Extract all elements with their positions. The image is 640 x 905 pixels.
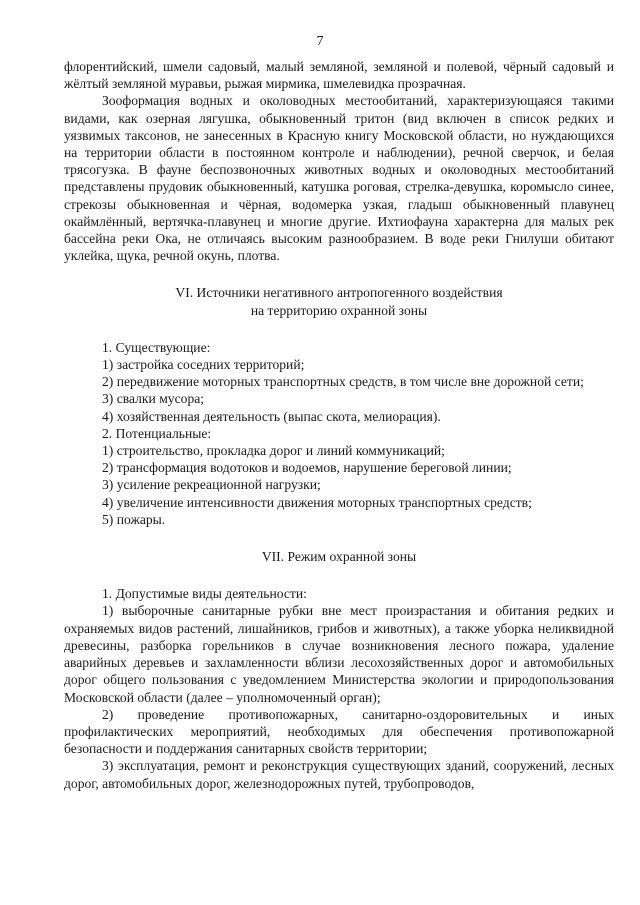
allowed-activities-heading: 1. Допустимые виды деятельности: — [102, 586, 307, 602]
list-item: 1) строительство, прокладка дорог и линий коммуникаций; — [102, 443, 445, 459]
section-7-title: VII. Режим охранной зоны — [261, 549, 417, 565]
list-item: 2) передвижение моторных транспортных средств, в том числе вне дорожной сети; — [102, 374, 584, 390]
list-item: 2) трансформация водотоков и водоемов, нарушение береговой линии; — [102, 460, 512, 476]
list-item: 2) проведение противопожарных, санитарно-оздоровительных и иных профилактических мероприятий, необходимых для обеспечения противопожарной безопасности и поддержания санитарных свойств территории; — [64, 706, 614, 757]
paragraph-aquatic-zooformation: Зооформация водных и околоводных местообитаний, характеризующаяся такими видами, как озерная лягушка, обыкновенный тритон (вид включен в список редких и уязвимых таксонов, не занесенных в Красную книгу Московской области, но нуждающихся на территории области в постоянном контроле и наблюдении), речной сверчок, и белая трясогузка. В фауне беспозвоночных животных водных и околоводных местообитаний представлены прудовик обыкновенный, катушка роговая, стрелка-девушка, коромысло синее, стрекозы обыкновенная и чёрная, водомерка узкая, гладыш обыкновенный плавунец окаймлённый, вертячка-плавунец и многие другие. Ихтиофауна характерна для малых рек бассейна реки Ока, не отличаясь высоким разнообразием. В воде реки Гнилуши обитают уклейка, щука, речной окунь, плотва. — [64, 93, 614, 264]
list-item: 5) пожары. — [102, 511, 166, 527]
page-number: 7 — [316, 34, 324, 49]
list-item: 4) хозяйственная деятельность (выпас скота, мелиорация). — [102, 408, 441, 424]
paragraph-insects-continued: флорентийский, шмели садовый, малый земляной, земляной и полевой, чёрный садовый и жёлтый земляной муравьи, рыжая мирмика, шмелевидка прозрачная. — [64, 59, 614, 92]
existing-sources-heading: 1. Существующие: — [102, 339, 211, 355]
section-6-title-line-2: на территорию охранной зоны — [250, 302, 428, 318]
list-item: 1) выборочные санитарные рубки вне мест произрастания и обитания редких и охраняемых видов растений, лишайников, грибов и животных), а также уборка неликвидной древесины, разборка горельников в случае возникновения лесного пожара, удаление аварийных деревьев и захламленности вблизи лесохозяйственных дорог и автомобильных дорог общего пользования с уведомлением Министерства экологии и природопользования Московской области (далее – уполномоченный орган); — [64, 603, 614, 705]
page-body — [64, 58, 614, 792]
potential-sources-heading: 2. Потенциальные: — [102, 425, 212, 441]
list-item: 4) увеличение интенсивности движения моторных транспортных средств; — [102, 494, 532, 510]
section-6-title-line-1: VI. Источники негативного антропогенного воздействия — [175, 285, 503, 301]
list-item: 1) застройка соседних территорий; — [102, 357, 305, 373]
list-item: 3) свалки мусора; — [102, 391, 205, 407]
list-item: 3) эксплуатация, ремонт и реконструкция существующих зданий, сооружений, лесных дорог, автомобильных дорог, железнодорожных путей, трубопроводов, — [64, 758, 614, 791]
list-item: 3) усиление рекреационной нагрузки; — [102, 477, 321, 493]
